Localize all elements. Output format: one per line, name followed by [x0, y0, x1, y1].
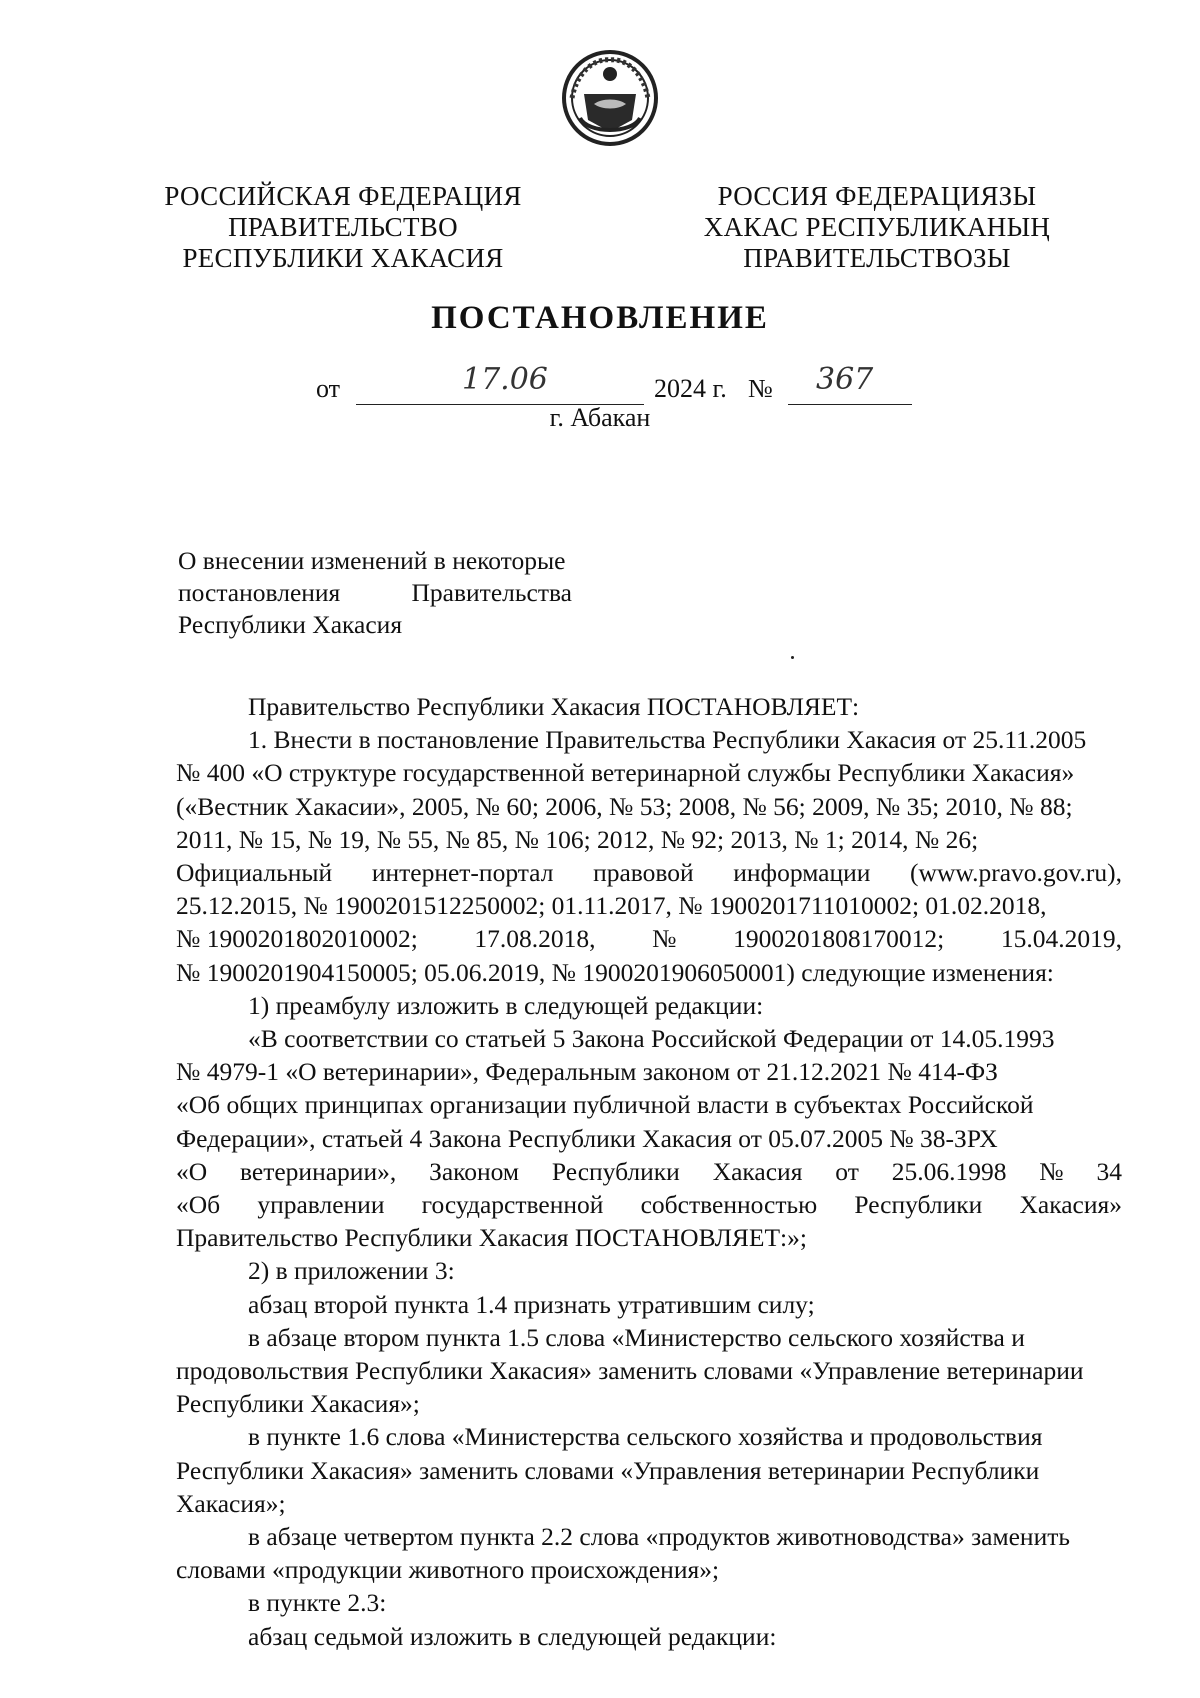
- subject-line-2-a: постановления: [178, 578, 341, 607]
- header-kjh-line-1: РОССИЯ ФЕДЕРАЦИЯЗЫ: [717, 181, 1037, 211]
- paragraph-1-line-7: № 1900201802010002; 17.08.2018, № 1900201808170012; 15.04.2019,: [176, 924, 1122, 954]
- paragraph-1-line-5: Официальный интернет-портал правовой информации (www.pravo.gov.ru),: [176, 858, 1122, 888]
- quote-line-1: «В соответствии со статьей 5 Закона Российской Федерации от 14.05.1993: [248, 1024, 1055, 1054]
- amendment-6: абзац седьмой изложить в следующей редакции:: [248, 1621, 777, 1651]
- khakassia-coat-of-arms-icon: [558, 48, 662, 148]
- amendment-3-line-2: Республики Хакасия» заменить словами «Управления ветеринарии Республики: [176, 1455, 1040, 1485]
- amendment-4-line-2: словами «продукции животного происхождения»;: [176, 1555, 720, 1585]
- amendment-3-line-1: в пункте 1.6 слова «Министерства сельского хозяйства и продовольствия: [248, 1422, 1043, 1452]
- subitem-1: 1) преамбулу изложить в следующей редакции:: [248, 990, 764, 1020]
- amendment-2-line-2: продовольствия Республики Хакасия» заменить словами «Управление ветеринарии: [176, 1356, 1084, 1386]
- quote-line-2: № 4979-1 «О ветеринарии», Федеральным законом от 21.12.2021 № 414-ФЗ: [176, 1057, 998, 1087]
- handwritten-date: 17.06: [462, 362, 548, 397]
- amendment-1: абзац второй пункта 1.4 признать утратившим силу;: [248, 1289, 815, 1319]
- paragraph-1-line-1: 1. Внести в постановление Правительства Республики Хакасия от 25.11.2005: [248, 725, 1087, 755]
- header-kjh-line-3: ПРАВИТЕЛЬСТВОЗЫ: [743, 243, 1011, 273]
- paragraph-1-line-6: 25.12.2015, № 1900201512250002; 01.11.2017, № 1900201711010002; 01.02.2018,: [176, 891, 1047, 921]
- number-sign: №: [748, 374, 773, 403]
- amendment-3-line-3: Хакасия»;: [176, 1488, 286, 1518]
- amendment-4-line-1: в абзаце четвертом пункта 2.2 слова «продуктов животноводства» заменить: [248, 1522, 1070, 1552]
- paragraph-1-line-2: № 400 «О структуре государственной ветеринарной службы Республики Хакасия»: [176, 758, 1075, 788]
- date-prefix: от: [316, 374, 341, 403]
- subject-line-2-b: Правительства: [411, 578, 572, 607]
- paragraph-1-line-4: 2011, № 15, № 19, № 55, № 85, № 106; 2012, № 92; 2013, № 1; 2014, № 26;: [176, 824, 979, 854]
- quote-line-5: «О ветеринарии», Законом Республики Хакасия от 25.06.1998 № 34: [176, 1156, 1122, 1186]
- amendment-2-line-3: Республики Хакасия»;: [176, 1389, 420, 1419]
- handwritten-number: 367: [816, 362, 874, 397]
- document-body: [176, 690, 1122, 1653]
- subject-line-3: Республики Хакасия: [178, 610, 403, 639]
- document-type-title: ПОСТАНОВЛЕНИЕ: [431, 300, 769, 336]
- header-ru-line-3: РЕСПУБЛИКИ ХАКАСИЯ: [182, 243, 504, 273]
- header-ru-line-2: ПРАВИТЕЛЬСТВО: [228, 212, 458, 242]
- subject-line-1: О внесении изменений в некоторые: [178, 546, 566, 575]
- quote-line-6: «Об управлении государственной собственностью Республики Хакасия»: [176, 1190, 1122, 1220]
- quote-line-7: Правительство Республики Хакасия ПОСТАНОВЛЯЕТ:»;: [176, 1223, 807, 1253]
- amendment-5: в пункте 2.3:: [248, 1588, 387, 1618]
- header-kjh: [694, 181, 1060, 274]
- header-kjh-line-2: ХАКАС РЕСПУБЛИКАНЫҢ: [703, 212, 1051, 242]
- document-subject: [178, 545, 572, 641]
- subitem-2: 2) в приложении 3:: [248, 1256, 455, 1286]
- scan-speck: [791, 656, 794, 659]
- quote-line-4: Федерации», статьей 4 Закона Республики Хакасия от 05.07.2005 № 38-ЗРХ: [176, 1123, 998, 1153]
- header-ru-line-1: РОССИЙСКАЯ ФЕДЕРАЦИЯ: [164, 181, 522, 211]
- quote-line-3: «Об общих принципах организации публичной власти в субъектах Российской: [176, 1090, 1034, 1120]
- paragraph-1-line-3: («Вестник Хакасии», 2005, № 60; 2006, № 53; 2008, № 56; 2009, № 35; 2010, № 88;: [176, 791, 1073, 821]
- paragraph-1-line-8: № 1900201904150005; 05.06.2019, № 1900201906050001) следующие изменения:: [176, 957, 1054, 987]
- year: 2024 г.: [654, 374, 727, 403]
- city: г. Абакан: [549, 403, 651, 432]
- subject-line-2: [178, 577, 572, 609]
- header-ru: [160, 181, 526, 274]
- amendment-2-line-1: в абзаце втором пункта 1.5 слова «Министерство сельского хозяйства и: [248, 1322, 1025, 1352]
- resolves-line: Правительство Республики Хакасия ПОСТАНОВЛЯЕТ:: [248, 692, 860, 721]
